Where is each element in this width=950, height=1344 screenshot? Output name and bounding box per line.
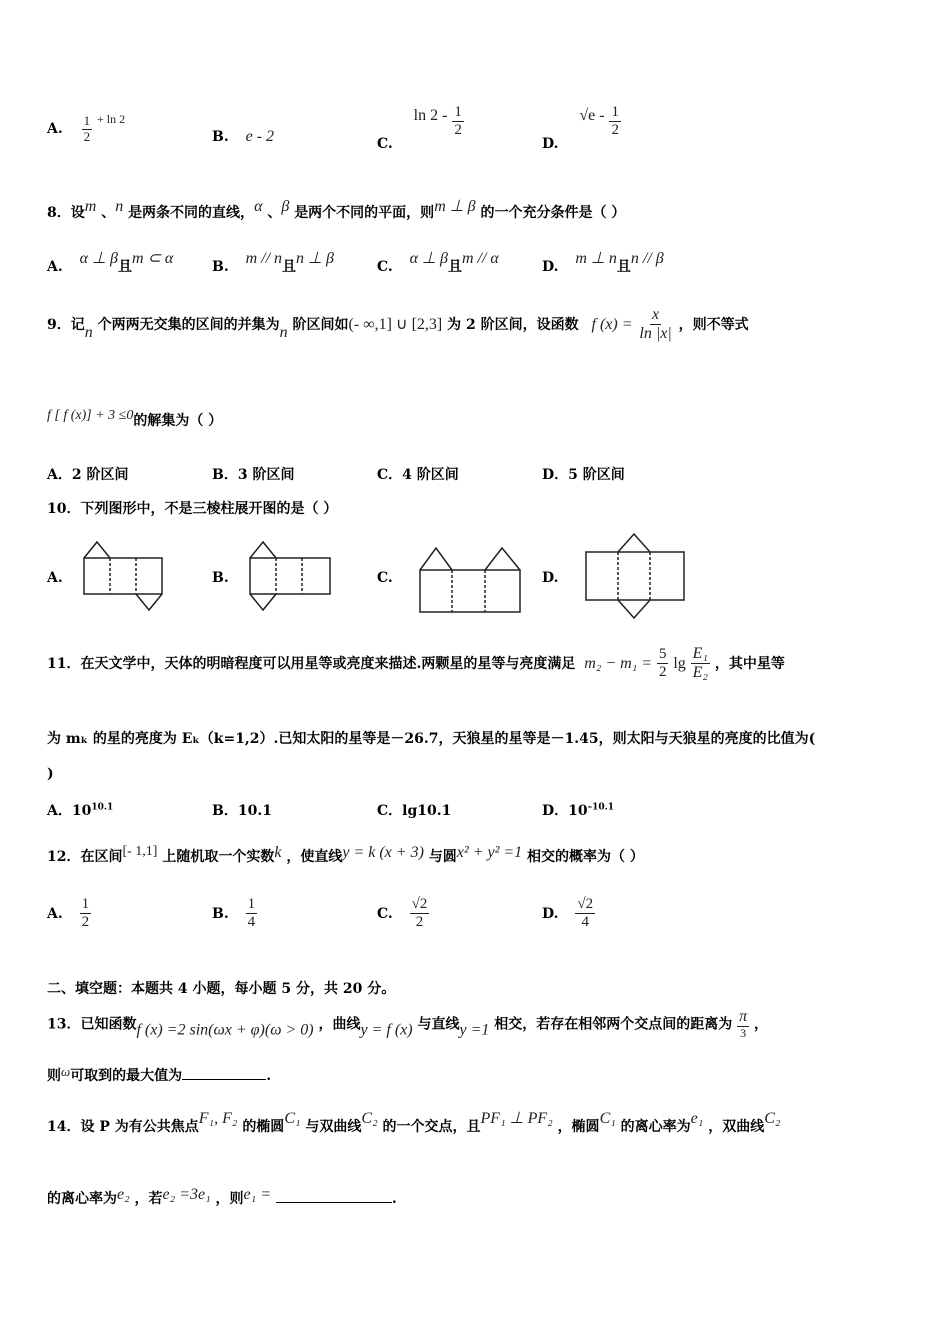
q11-option-d: D．$10^{-10.1}$ [542,802,615,819]
math-expr: √e - [579,106,605,124]
fraction: $\frac{1}{2}$ [454,104,462,139]
option-label: A. [47,121,63,137]
math-expr: e - 2 [245,128,275,145]
section-title: 二、填空题：本题共 4 小题，每小题 5 分，共 20 分。 [47,981,396,997]
q7-option-c [377,104,464,152]
q7-option-d [542,104,621,152]
q9-inequality: f [ f (x)] + 3 ≤0的解集为（ ） [47,408,223,429]
q14-stem: 14．设 P 为有公共焦点F₁, F₂ 的椭圆C₁ 与双曲线C₂ 的一个交点，且PF₁ ⊥ PF₂ ，椭圆C₁ 的离心率为e₁ ，双曲线C₂ [47,1110,781,1135]
fraction: $\frac{√2}{4}$ [577,896,594,931]
answer-blank[interactable] [276,1202,392,1203]
q12-option-b: B. $\frac{1}{4}$ [212,896,256,931]
q11-stem-line3: ) [47,766,54,782]
q10-stem: 10．下列图形中，不是三棱柱展开图的是（ ） [47,501,338,517]
q9-option-a: A．2 阶区间 [47,467,129,483]
option-label: B. [212,129,229,145]
net-figure-a [78,536,168,616]
fraction: $\frac{x}{\ln |x|}$ [639,306,672,343]
q9-option-d: D．5 阶区间 [542,467,625,483]
option-label: D. [542,135,559,152]
fraction: $\frac{1}{4}$ [247,896,256,931]
q10-option-a-label: A. [47,570,63,586]
q8-stem: 8．设m 、n 是两条不同的直线，α 、β 是两个不同的平面，则m ⊥ β 的一个充分条件是（ ） [47,198,626,221]
q7-option-a [47,112,125,144]
q11-stem-line2: 为 mₖ 的星的亮度为 Eₖ（k=1,2）.已知太阳的星等是－26.7，天狼星的星等是－1.45，则太阳与天狼星的亮度的比值为( [47,731,816,747]
q9-option-c: C．4 阶区间 [377,467,459,483]
q12-option-a: A. $\frac{1}{2}$ [47,896,90,931]
q8-option-c: C. α ⊥ β且m // α [377,250,499,275]
fraction: $\frac{5}{2}$ [658,646,667,681]
fraction: $\frac{1}{2}$ [81,896,90,931]
q14-stem-line2: 的离心率为e₂ ，若e₂ =3e₁ ，则e₁ = . [47,1186,397,1207]
option-label: C. [377,135,393,152]
q9-stem: 9．记n 个两两无交集的区间的并集为n 阶区间如(- ∞,1] ∪ [2,3] 为 2 阶区间，设函数 f (x) = $\frac{x}{\ln |x|}$ ，则不等式 [47,306,749,343]
q10-option-d-label: D. [542,570,559,586]
net-figure-c [414,540,526,616]
q13-stem: 13．已知函数f (x) =2 sin(ωx + φ)(ω > 0) ，曲线y = f (x) 与直线y =1 相交，若存在相邻两个交点间的距离为 $\frac{\pi}{3}$ ， [47,1008,769,1041]
math-expr: ln 2 - [413,106,448,124]
fraction: $\frac{\pi}{3}$ [739,1008,748,1041]
fraction: $\frac{√2}{2}$ [411,896,428,931]
net-figure-d [580,530,690,622]
q11-stem: 11．在天文学中，天体的明暗程度可以用星等或亮度来描述.两颗星的星等与亮度满足 m₂ − m₁ = $\frac{5}{2}$ lg $\frac{\text{E₁}}{\text{E₂}}$ ，其中星等 [47,645,785,682]
q8-option-d: D. m ⊥ n且n // β [542,250,664,275]
q12-stem: 12．在区间[- 1,1] 上随机取一个实数k ，使直线y = k (x + 3) 与圆x² + y² =1 相交的概率为（ ） [47,844,644,865]
q8-option-a: A. α ⊥ β且m ⊂ α [47,250,174,275]
q8-option-b: B. m // n且n ⊥ β [212,250,334,275]
q12-option-d: D. $\frac{√2}{4}$ [542,896,594,931]
q11-option-b: B．10.1 [212,803,272,819]
fraction: $\frac{1}{2}$ [611,104,619,139]
answer-blank[interactable] [182,1079,266,1080]
math-expr: + ln 2 [97,112,126,126]
q10-option-b-label: B. [212,570,229,586]
q11-option-a: A．$10^{10.1}$ [47,802,114,819]
q13-stem-line2: 则ω可取到的最大值为 . [47,1064,272,1084]
q12-option-c: C. $\frac{√2}{2}$ [377,896,428,931]
net-figure-b [244,536,336,616]
fraction: $\frac{\text{E₁}}{\text{E₂}}$ [692,645,708,682]
q11-option-c: C．lg10.1 [377,803,452,819]
q7-option-b [212,128,274,146]
q9-option-b: B．3 阶区间 [212,467,295,483]
q10-option-c-label: C. [377,570,393,586]
fraction: $\frac{1}{2}$ [83,112,91,144]
